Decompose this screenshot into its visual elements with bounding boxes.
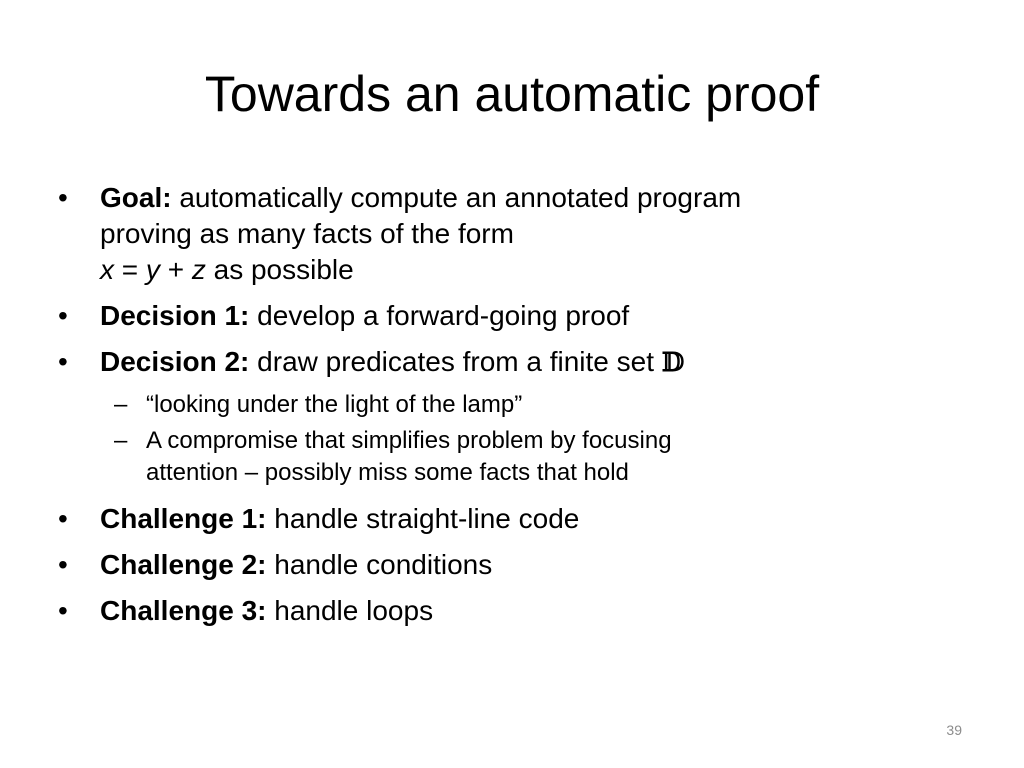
bullet-decision-1 [56,298,956,334]
bullet-text: draw predicates from a finite set [249,346,662,377]
bullet-goal-line-2: proving as many facts of the form [100,218,514,249]
bullet-text: handle conditions [266,549,493,580]
sub-bullet-text-line-2: attention – possibly miss some facts that hold [146,459,629,486]
bullet-marker: • [58,300,68,331]
bullet-text: handle straight-line code [266,503,580,534]
page-number: 39 [946,722,962,738]
bullet-text: automatically compute an annotated program [171,182,742,213]
var-y: y [145,254,160,285]
bullet-text: handle loops [266,595,434,626]
bullet-goal-line-1 [100,180,956,216]
bullet-marker: • [58,182,68,213]
bullet-text: develop a forward-going proof [249,300,630,331]
bullet-marker: • [58,549,68,580]
bullet-challenge-2 [56,547,956,583]
plus-sign: + [159,254,192,285]
sub-bullet-text: “looking under the light of the lamp” [146,391,523,418]
bullet-lead: Decision 2: [100,346,250,377]
bullet-goal-formula [100,252,956,288]
bullet-challenge-1 [56,501,956,537]
formula-tail: as possible [205,254,354,285]
bullet-marker: • [58,346,68,377]
bullet-lead: Challenge 1: [100,503,267,534]
dash-marker: – [114,427,128,454]
bullet-decision-2 [56,344,956,381]
bullet-marker: • [58,595,68,626]
slide-title: Towards an automatic proof [204,66,820,122]
sub-bullet-lamp [56,389,956,421]
bullet-list [56,180,956,639]
bullet-lead: Challenge 3: [100,595,267,626]
equals-sign: = [114,254,146,285]
bullet-lead: Decision 1: [100,300,250,331]
bullet-challenge-3 [56,593,956,629]
bullet-marker: • [58,503,68,534]
sub-bullet-compromise [56,425,956,489]
var-z: z [191,254,206,285]
sub-bullet-text-line-1: A compromise that simplifies problem by focusing [146,427,672,454]
blackboard-d-symbol: 𝔻 [661,348,685,378]
var-x: x [100,254,114,285]
bullet-lead: Challenge 2: [100,549,267,580]
bullet-lead: Goal: [100,182,172,213]
dash-marker: – [114,391,128,418]
bullet-goal [56,180,956,288]
